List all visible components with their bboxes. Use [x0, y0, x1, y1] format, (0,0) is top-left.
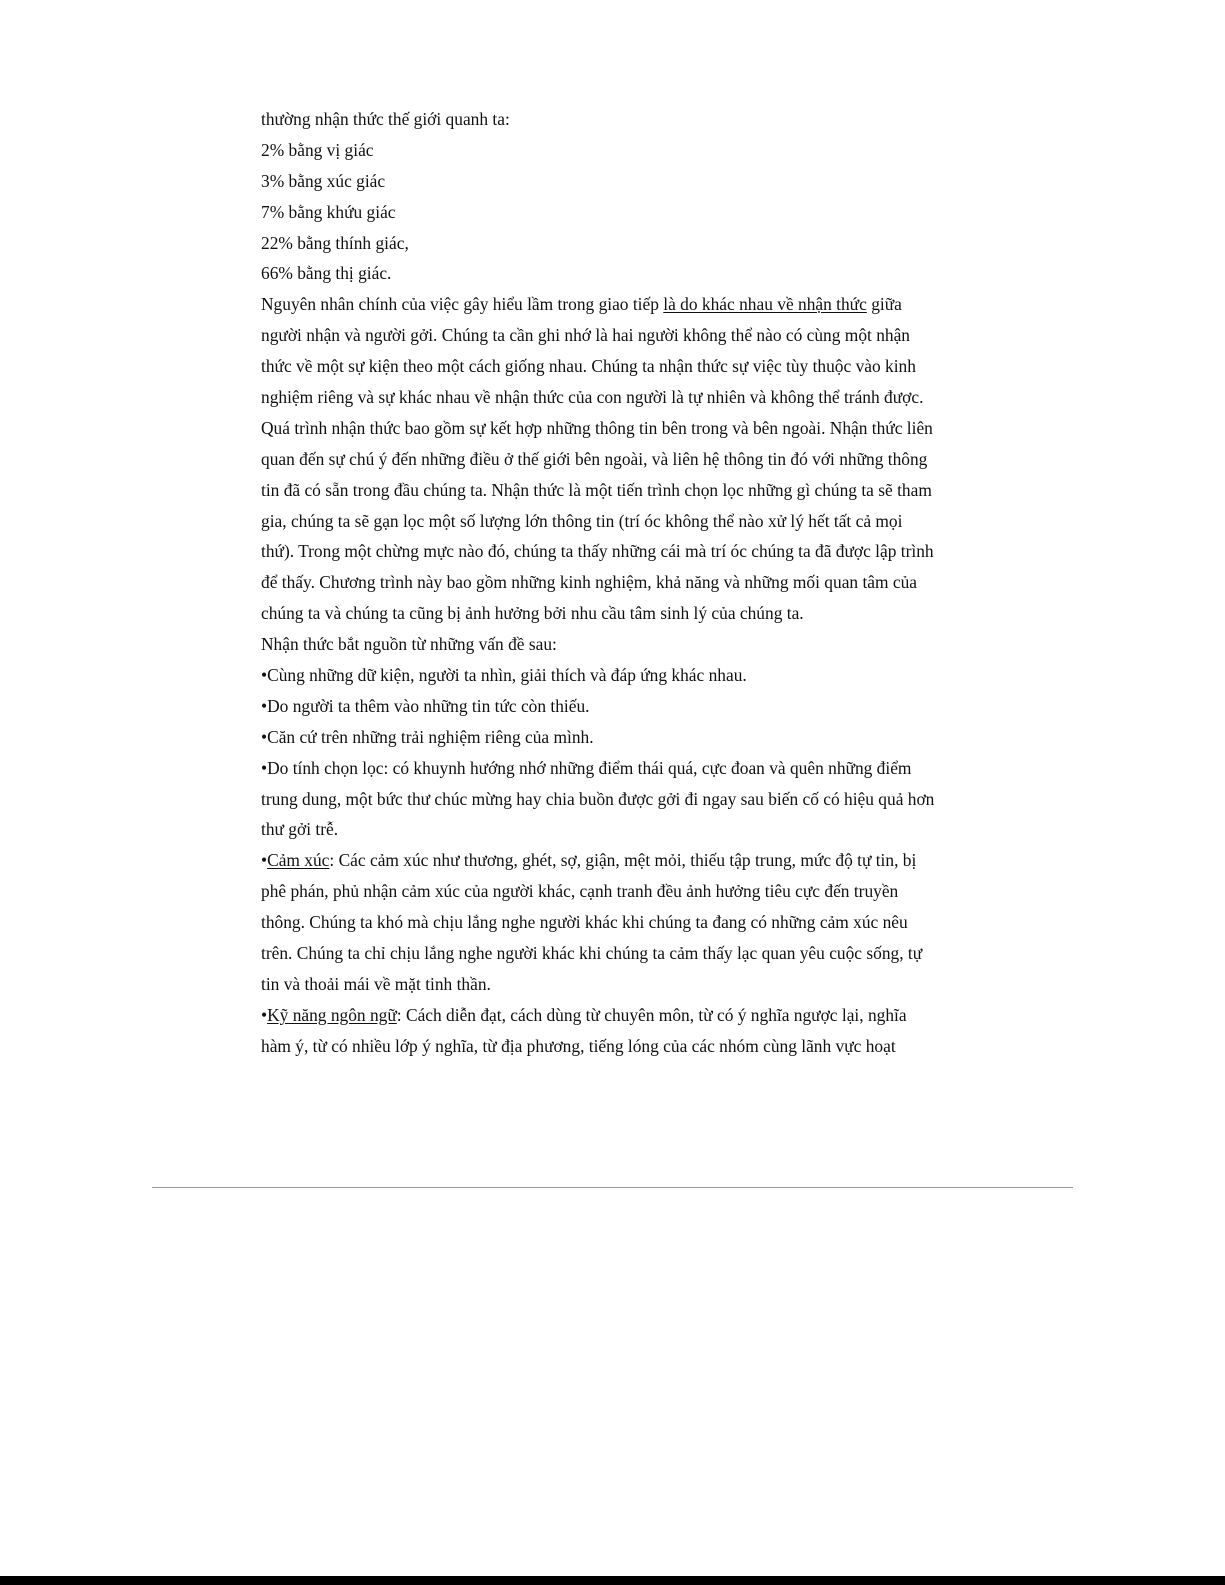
text-line: thư gởi trễ.: [261, 819, 339, 840]
text-run: •: [261, 850, 268, 871]
text-line: Quá trình nhận thức bao gồm sự kết hợp những thông tin bên trong và bên ngoài. Nhận thức liên: [261, 417, 933, 438]
text-line: 66% bằng thị giác.: [261, 263, 392, 284]
text-line: 7% bằng khứu giác: [261, 201, 396, 222]
underlined-phrase: Cảm xúc: [267, 850, 330, 871]
text-line: trung dung, một bức thư chúc mừng hay chia buồn được gởi đi ngay sau biến cố có hiệu quả hơn: [261, 788, 935, 809]
text-line: người nhận và người gởi. Chúng ta cần ghi nhớ là hai người không thể nào có cùng một nhận: [261, 325, 911, 346]
text-line: •Căn cứ trên những trải nghiệm riêng của mình.: [261, 726, 594, 747]
text-line: Nhận thức bắt nguồn từ những vấn đề sau:: [261, 634, 557, 655]
page-divider: [152, 1187, 1073, 1188]
text-line: 22% bằng thính giác,: [261, 232, 409, 253]
text-line: •Cùng những dữ kiện, người ta nhìn, giải thích và đáp ứng khác nhau.: [261, 665, 747, 686]
text-line: trên. Chúng ta chỉ chịu lắng nghe người khác khi chúng ta cảm thấy lạc quan yêu cuộc sống, tự: [261, 943, 923, 964]
text-line: •Do tính chọn lọc: có khuynh hướng nhớ những điểm thái quá, cực đoan và quên những điểm: [261, 757, 912, 778]
text-line: thường nhận thức thế giới quanh ta:: [261, 109, 510, 129]
text-line: 2% bằng vị giác: [261, 139, 374, 160]
text-line: thứ). Trong một chừng mực nào đó, chúng ta thấy những cái mà trí óc chúng ta đã được lập trình: [261, 541, 934, 562]
text-line: gia, chúng ta sẽ gạn lọc một số lượng lớn thông tin (trí óc không thể nào xử lý hết tất cả mọi: [261, 510, 903, 531]
text-run: •: [261, 1004, 268, 1025]
text-run: giữa: [866, 294, 902, 315]
text-run: Nguyên nhân chính của việc gây hiểu lầm trong giao tiếp: [261, 294, 664, 315]
text-line: 3% bằng xúc giác: [261, 170, 386, 191]
text-line: thông. Chúng ta khó mà chịu lắng nghe người khác khi chúng ta đang có những cảm xúc nêu: [261, 912, 908, 933]
text-line: quan đến sự chú ý đến những điều ở thế giới bên ngoài, và liên hệ thông tin đó với những thông: [261, 448, 928, 469]
text-run: : Cách diễn đạt, cách dùng từ chuyên môn, từ có ý nghĩa ngược lại, nghĩa: [396, 1004, 907, 1025]
text-line: tin đã có sẵn trong đầu chúng ta. Nhận thức là một tiến trình chọn lọc những gì chúng ta sẽ tham: [261, 479, 932, 500]
text-line: chúng ta và chúng ta cũng bị ảnh hưởng bởi nhu cầu tâm sinh lý của chúng ta.: [261, 603, 804, 624]
text-line: tin và thoải mái về mặt tinh thần.: [261, 973, 491, 994]
text-run: : Các cảm xúc như thương, ghét, sợ, giận, mệt mỏi, thiếu tập trung, mức độ tự tin, bị: [329, 850, 917, 871]
text-line: [261, 1000, 961, 1031]
text-line: hàm ý, từ có nhiều lớp ý nghĩa, từ địa phương, tiếng lóng của các nhóm cùng lãnh vực hoạt: [261, 1035, 896, 1056]
bottom-edge-bar: [0, 1576, 1225, 1585]
text-line: phê phán, phủ nhận cảm xúc của người khác, cạnh tranh đều ảnh hưởng tiêu cực đến truyền: [261, 881, 899, 902]
text-line: để thấy. Chương trình này bao gồm những kinh nghiệm, khả năng và những mối quan tâm của: [261, 572, 918, 593]
text-line: [261, 845, 961, 876]
text-line: nghiệm riêng và sự khác nhau về nhận thức của con người là tự nhiên và không thể tránh được.: [261, 387, 924, 408]
text-line: •Do người ta thêm vào những tin tức còn thiếu.: [261, 695, 590, 716]
text-line: thức về một sự kiện theo một cách giống nhau. Chúng ta nhận thức sự việc tùy thuộc vào kinh: [261, 356, 916, 377]
document-body: [261, 104, 961, 1062]
text-line: [261, 289, 961, 320]
underlined-phrase: là do khác nhau về nhận thức: [663, 294, 867, 315]
underlined-phrase: Kỹ năng ngôn ngữ: [267, 1004, 397, 1025]
